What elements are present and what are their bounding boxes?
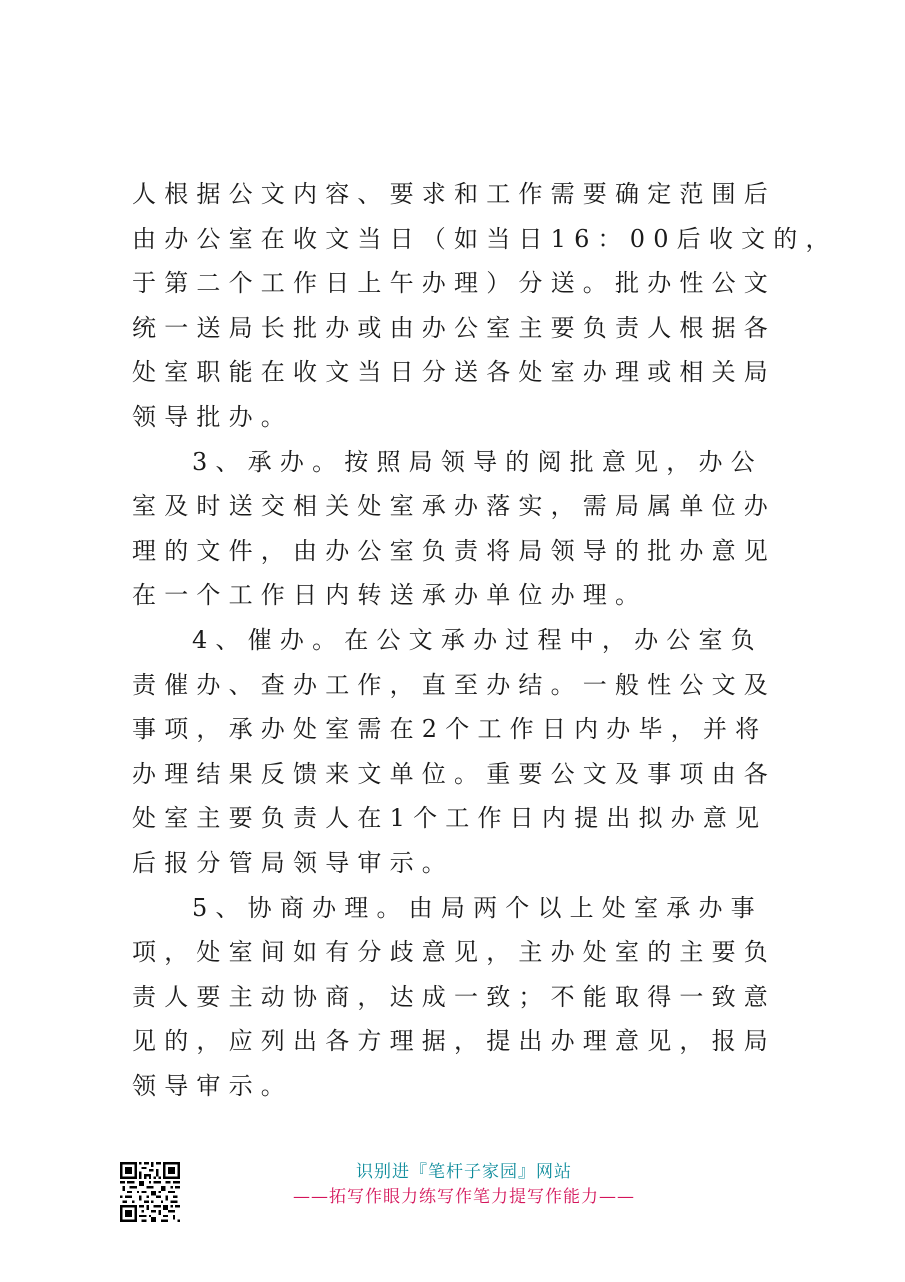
text-line: 领导审示。 bbox=[132, 1071, 293, 1100]
text-line: 室及时送交相关处室承办落实，需局属单位办 bbox=[132, 492, 776, 521]
footer-tagline: ——拓写作眼力练写作笔力提写作能力—— bbox=[293, 1187, 635, 1207]
text-line: 处室职能在收文当日分送各处室办理或相关局 bbox=[132, 358, 776, 387]
text-line: 在一个工作日内转送承办单位办理。 bbox=[132, 581, 648, 610]
text-line: 事项，承办处室需在2个工作日内办毕，并将 bbox=[132, 715, 768, 744]
text-line: 3、承办。按照局领导的阅批意见，办公 bbox=[192, 447, 763, 476]
footer-slogan bbox=[254, 1160, 674, 1210]
document-body bbox=[132, 172, 838, 1108]
text-line: 责催办、查办工作，直至办结。一般性公文及 bbox=[132, 670, 776, 699]
text-line: 理的文件，由办公室负责将局领导的批办意见 bbox=[132, 536, 776, 565]
footer-site-line: 识别进『笔杆子家园』网站 bbox=[356, 1162, 572, 1182]
text-line: 5、协商办理。由局两个以上处室承办事 bbox=[192, 893, 763, 922]
text-line: 于第二个工作日上午办理）分送。批办性公文 bbox=[132, 269, 776, 298]
footer bbox=[120, 1160, 820, 1224]
text-line: 见的，应列出各方理据，提出办理意见，报局 bbox=[132, 1027, 776, 1056]
text-line: 项，处室间如有分歧意见，主办处室的主要负 bbox=[132, 938, 776, 967]
text-line: 领导批办。 bbox=[132, 402, 293, 431]
text-line: 办理结果反馈来文单位。重要公文及事项由各 bbox=[132, 759, 776, 788]
text-line: 责人要主动协商，达成一致；不能取得一致意 bbox=[132, 982, 776, 1011]
text-line: 处室主要负责人在1个工作日内提出拟办意见 bbox=[132, 804, 768, 833]
text-line: 后报分管局领导审示。 bbox=[132, 848, 454, 877]
text-line: 统一送局长批办或由办公室主要负责人根据各 bbox=[132, 313, 776, 342]
text-line: 人根据公文内容、要求和工作需要确定范围后 bbox=[132, 180, 776, 208]
text-line: 4、催办。在公文承办过程中，办公室负 bbox=[192, 625, 763, 654]
qr-code-icon bbox=[120, 1162, 180, 1222]
text-line: 由办公室在收文当日（如当日16：00后收文的， bbox=[132, 224, 838, 253]
